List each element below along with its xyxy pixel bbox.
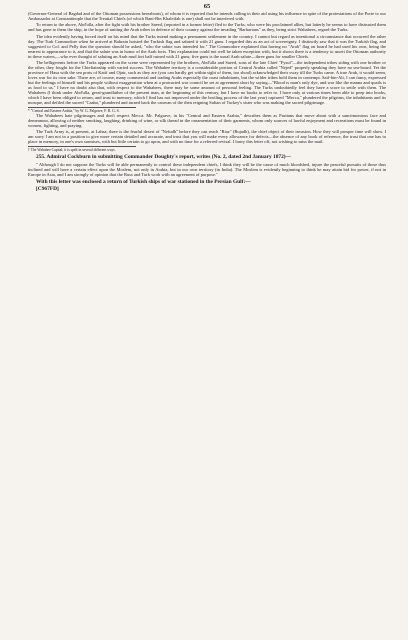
paragraph-3: The idea evidently having forced itself on his mind that the Turks intend making a permanent settlement in the country. I cannot but regard as intentional a circumstance that occurred the other day. The Turk Commodore when he arrived at Bahrain hoisted the Turkish flag and saluted it with 21 guns. I regarded this as an act of sovereignty. I distinctly saw that it was the Turkish flag, and suggested to Col. and Pelly that the question should be asked, "who the salute was intended for." The Commodore explained that having no "Arab" flag on board he had used his own, being the nearest to appearance to it, and that the salute was in honor of the Arab forts. This explanation could not well be taken exception with, but it shows there is a tendency to assert the Ottoman authority in these waters,—who ever thought of saluting an Arab mud fort half ruined with 21 guns; five guns is the usual Arab salute—three guns for smaller Chiefs. — [28, 33, 386, 59]
footnote-block-2 — [28, 146, 386, 152]
paragraph-6: The Turk Army is, at present, at Lahsa; there is the fearful desert of "Nefudh" before they can reach "Riaz" (Rujadh), the chief object of their invasion. How they will prosper time will show. I am sorry I am not in a position to give more certain detailed and accurate, and trust that you will make every allowance for defects—the absence of any book of reference, the trust that one has to place in memory, in one's own surmises, with but little certain to go upon, and with no time for a referred revisal. I hurry this letter off, not wishing to miss the mail. — [28, 129, 386, 145]
paragraph-1: (Governor-General of Bagdad and of the Ottoman possessions hereabouts), of whom it is reported that he intends calling in their aid using his influence in spite of the protestations of the Porte to our Ambassador at Constantinople that the Treatial Chiefs (of which Bani-Bin Khaleifah is one) shall not be interfered with. — [28, 11, 386, 22]
document-code: [C967FD] — [36, 186, 59, 193]
section-heading: 255. Admiral Cockburn in submitting Commander Doughty's report, writes (No. 2, dated 2nd January 1872)— — [36, 154, 291, 161]
closing-line: With this letter was enclosed a return of Turkish ships of war stationed in the Persian Gulf:— — [36, 179, 251, 185]
footnote-2: † The Wahabee Capital; it is spelt in several different ways. — [28, 146, 136, 152]
paragraph-4: The belligerents before the Turks appeared on the scene were represented by the brothers, Abd'ulla and Saeed, sons of the late Chief "Fysul"—the independent tribes siding with one brother or the other, they fought for the Chieftainship with varied success. The Wahabee territory is a considerable portion of Central Arabia called "Nejed" properly speaking they have no sea-board. Yet the province of Hasa with the sea ports of Katif and Ojair, such as they are (you can hardly get within sight of them, too shoal) acknowledged their sway till the Turks came. A true Arab, it would seem, loves war for its own sake. There are, of course, many commercial and trading Arabs especially the coast inhabitants, but the wilder tribes hold them in contempt. Saif-bin-Ali, I can fancy, expressed but the feelings of himself and his people without exaggeration when at a protracted war council he set at agreement short by saying—"Blood is man's only dye, and war like the manna and quails is as food to us." I have no doubt also that, with respect to the Wahabees, there may be some amount of personal feeling. The Turks undoubtedly feel they have a score to settle with them. The Wahabees (I think under Abd'ulla, great-grandfather of the present man, at the beginning of this century, but I have no books to refer to. I have only at various times been able to peep into books, which I have been obliged to return, and trust to memory, which I find has not improved under the broiling process of the last year) captured "Mecca," plundered the pilgrims, the inhabitants and its mosque, and defiled the sacred "Caaba," plundered and turned back the caravan of the then reigning Sultan of Turkey's sister who was making the sacred pilgrimage. — [28, 59, 386, 106]
paragraph-5: The Wahabees hate pilgrimages and don't respect Mecca. Mr. Palgrave, in his "Central and Eastern Arabia," describes them as Puritans that move about with a sanctimonious face and demeanour, allowing of neither smoking, laughing, drinking of wine, or silk thread in the ornamentation of their garments, whom only sources of lawful enjoyment and recreations must be found in women, fighting, and praying. — [28, 113, 386, 129]
footnote-1: * "Central and Eastern Arabia," by W. G. Palgrave, F. R. G. S. — [28, 107, 136, 113]
paragraph-2: To return to the above, Abd'ulla, after the fight with his brother Saeed, (reported in a former letter) fled to the Turks, who were his proclaimed allies, but latterly he seems to have distrusted them and has gone to them the ship, in the hope of uniting the Arab tribes in defence of their country against the invading "Barbarians" as they, being strict Wahabees, regard the Turks. — [28, 22, 386, 33]
page-number: 65 — [203, 3, 211, 10]
admiral-quote: " Although I do not suppose the Turks will be able permanently to control these independent chiefs, I think they will be the cause of much bloodshed, injure the peaceful pursuits of those thus inclined and will have a certain effect upon the Moslem, not only in Arabia, but in our own territory (in India). The Moslem is evidently beginning to think he may attain bid for power, if not in Europe in Asia, and I am strongly of opinion that the Russ and Turk work with an agreement of purpose." — [28, 161, 386, 177]
